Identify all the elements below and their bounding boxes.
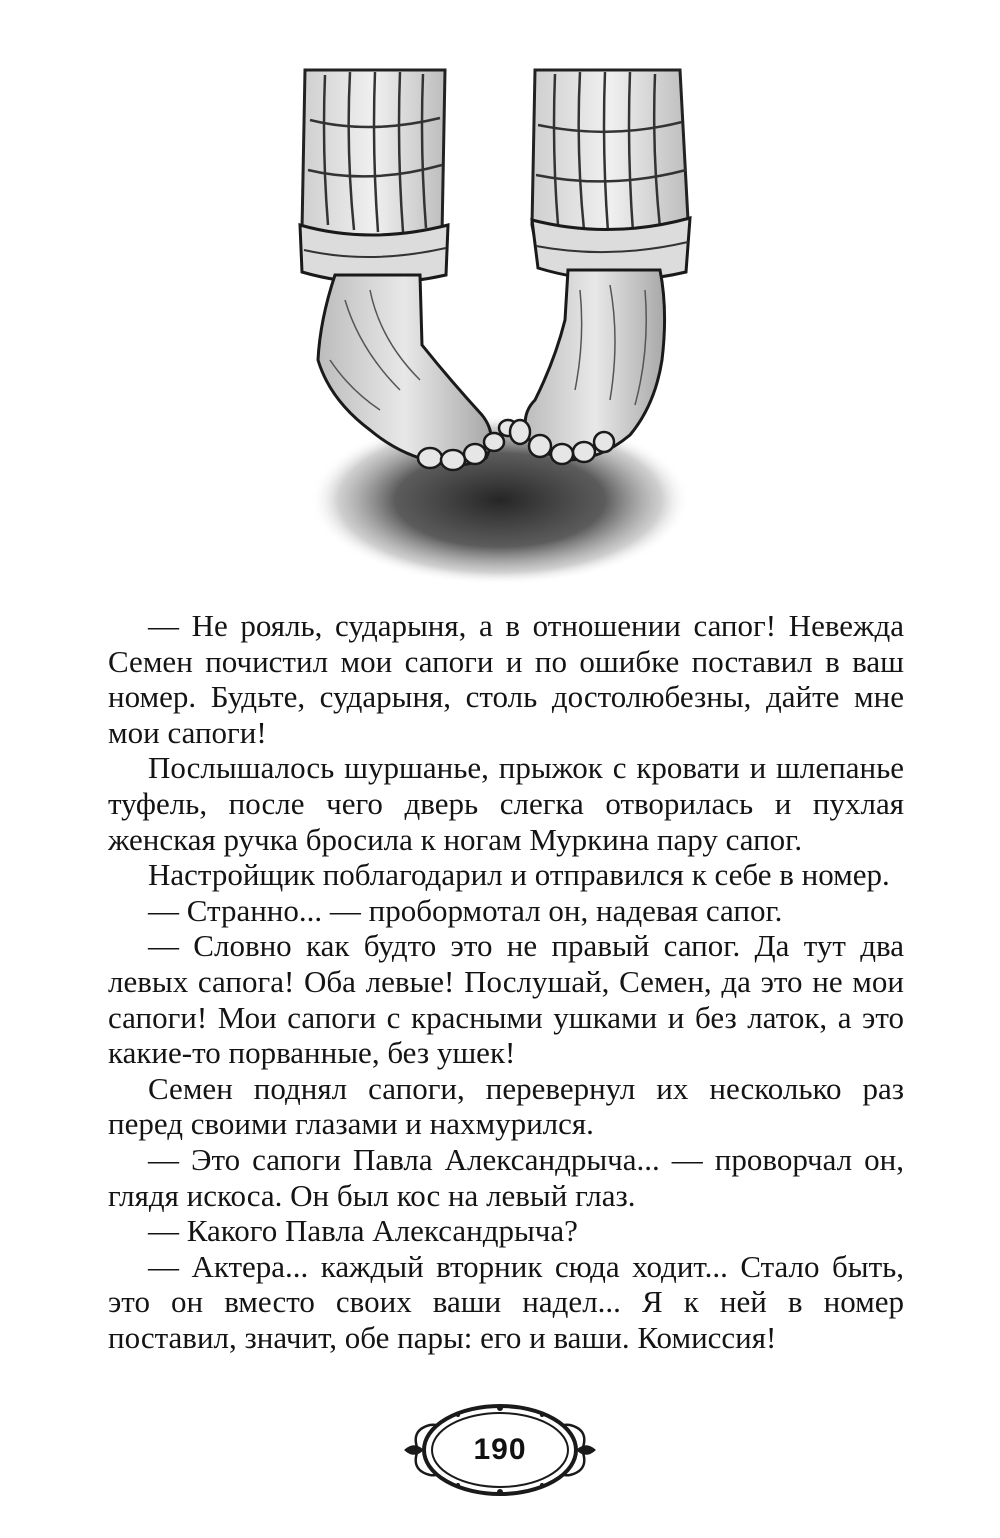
- paragraph: — Актера... каждый вторник сюда ходит... Стало быть, это он вместо своих ваши надел... Я к ней в номер поставил, значит, обе пары: его и ваши. Комиссия!: [108, 1248, 904, 1355]
- paragraph: Настройщик поблагодарил и отправился к себе в номер.: [148, 857, 890, 893]
- paragraph: — Странно... — пробормотал он, надевая сапог.: [148, 892, 783, 928]
- feet-illustration: [250, 60, 750, 590]
- paragraph: — Не рояль, сударыня, а в отношении сапог! Невежда Семен почистил мои сапоги и по ошибке поставил в ваш номер. Будьте, сударыня, столь достолюбезны, дайте мне мои сапоги!: [108, 608, 904, 750]
- paragraph: Послышалось шуршанье, прыжок с кровати и шлепанье туфель, после чего дверь слегка отворилась и пухлая женская ручка бросила к ногам Муркина пару сапог.: [108, 750, 904, 857]
- paragraph: — Это сапоги Павла Александрыча... — проворчал он, глядя искоса. Он был кос на левый глаз.: [108, 1141, 904, 1213]
- paragraph: — Словно как будто это не правый сапог. Да тут два левых сапога! Оба левые! Послушай, Семен, да это не мои сапоги! Мои сапоги с красными ушками и без латок, а это какие-то порванные, без ушек!: [108, 928, 904, 1071]
- paragraph: — Какого Павла Александрыча?: [148, 1213, 578, 1249]
- page-number: 190: [473, 1433, 527, 1466]
- body-text: [108, 608, 904, 1355]
- paragraph: Семен поднял сапоги, перевернул их несколько раз перед своими глазами и нахмурился.: [108, 1070, 904, 1142]
- page-number-ornament: [400, 1395, 600, 1505]
